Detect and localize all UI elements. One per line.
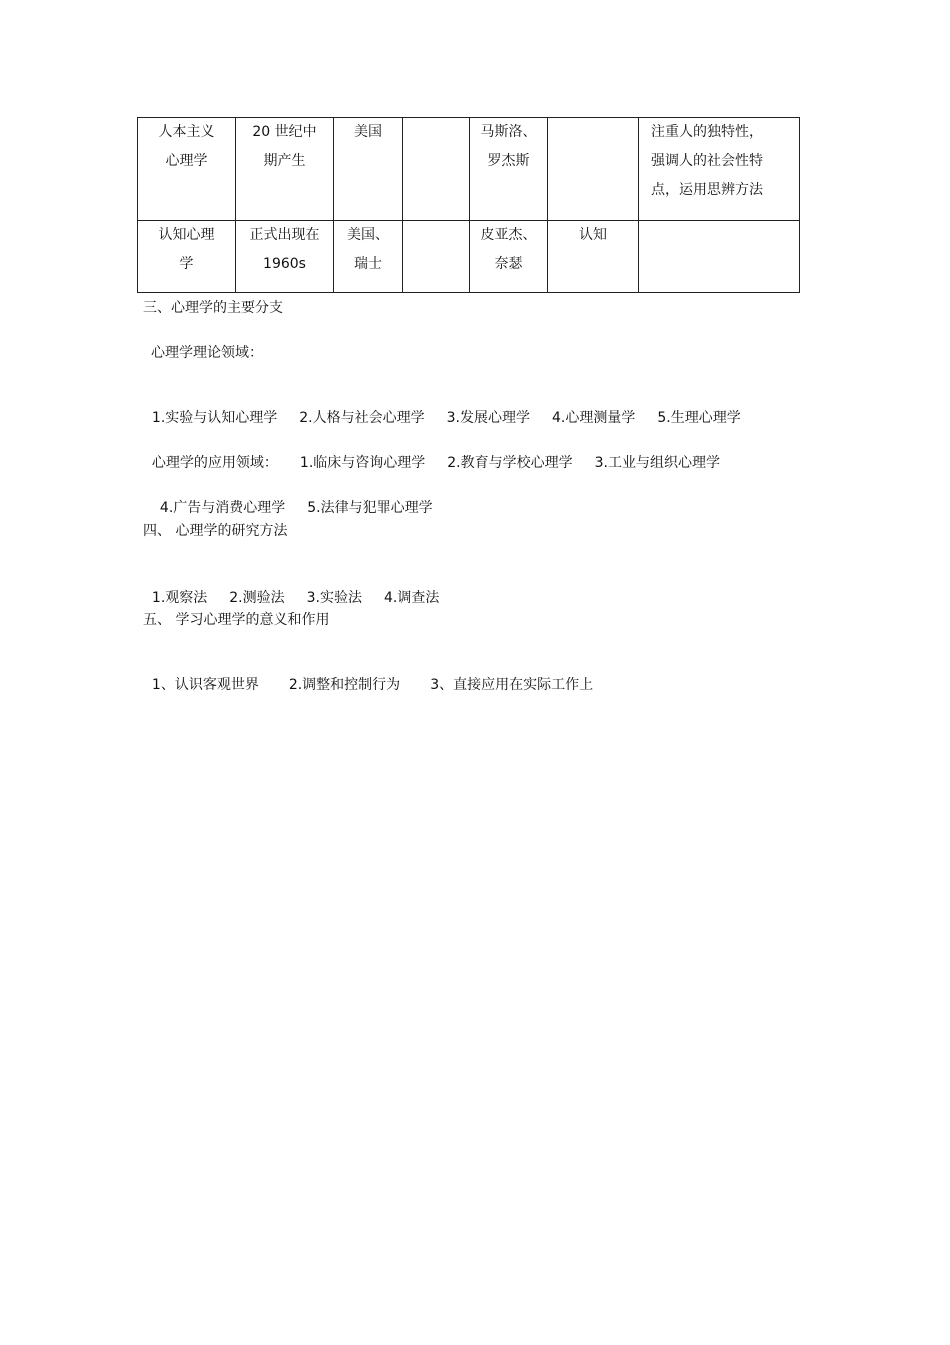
list-item: 2.教育与学校心理学 — [447, 455, 573, 471]
cell-school: 认知心理 学 — [138, 221, 236, 293]
section-4-heading: 四、 心理学的研究方法 — [143, 523, 288, 539]
cell-blank — [403, 118, 470, 221]
cell-blank — [403, 221, 470, 293]
list-item: 1.实验与认知心理学 — [151, 410, 278, 426]
list-item: 4.广告与消费心理学 — [159, 500, 286, 516]
cell-object: 认知 — [548, 221, 639, 293]
list-item: 4.调查法 — [383, 590, 440, 606]
applied-domain-list-continued — [151, 478, 433, 518]
list-item: 3.实验法 — [306, 590, 362, 606]
list-item: 1、认识客观世界 — [151, 677, 259, 693]
list-item: 5.法律与犯罪心理学 — [307, 500, 433, 516]
table-row — [138, 221, 800, 293]
cell-time: 正式出现在 1960s — [236, 221, 334, 293]
cell-object — [548, 118, 639, 221]
applied-domain-label: 心理学的应用领域： — [151, 455, 278, 471]
psychology-schools-table — [137, 117, 800, 293]
cell-figures: 马斯洛、 罗杰斯 — [470, 118, 548, 221]
significance-list — [143, 655, 593, 695]
cell-time: 20 世纪中 期产生 — [236, 118, 334, 221]
research-methods-list — [143, 568, 439, 608]
cell-country: 美国 — [334, 118, 403, 221]
list-item: 4.心理测量学 — [551, 410, 636, 426]
theory-domain-label: 心理学理论领域： — [151, 345, 263, 361]
section-3-heading: 三、心理学的主要分支 — [143, 300, 283, 316]
theory-domain-list — [143, 388, 741, 428]
cell-figures: 皮亚杰、 奈瑟 — [470, 221, 548, 293]
list-item: 5.生理心理学 — [657, 410, 741, 426]
list-item: 3.工业与组织心理学 — [594, 455, 720, 471]
cell-country: 美国、 瑞士 — [334, 221, 403, 293]
list-item: 2.调整和控制行为 — [288, 677, 401, 693]
section-5-heading: 五、 学习心理学的意义和作用 — [143, 612, 330, 628]
list-item: 3、直接应用在实际工作上 — [430, 677, 594, 693]
list-item: 3.发展心理学 — [446, 410, 530, 426]
applied-domain-list — [143, 433, 720, 473]
cell-school: 人本主义 心理学 — [138, 118, 236, 221]
list-item: 2.人格与社会心理学 — [299, 410, 425, 426]
cell-note: 注重人的独特性， 强调人的社会性特 点，运用思辨方法 — [639, 118, 800, 221]
list-item: 1.临床与咨询心理学 — [299, 455, 426, 471]
list-item: 2.测验法 — [229, 590, 285, 606]
cell-note — [639, 221, 800, 293]
table-row — [138, 118, 800, 221]
list-item: 1.观察法 — [151, 590, 208, 606]
